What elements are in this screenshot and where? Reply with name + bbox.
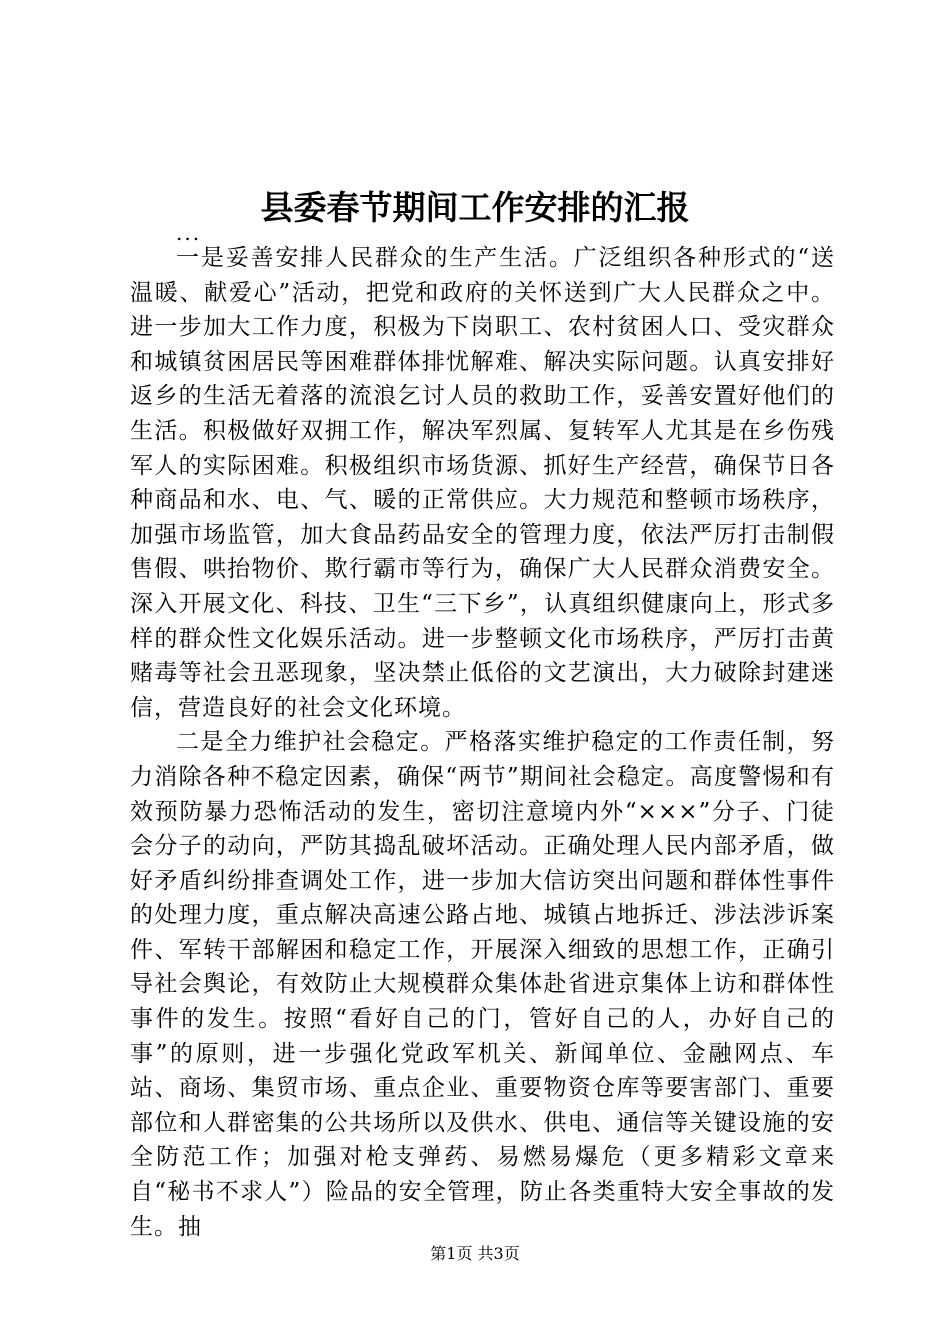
paragraph-2: 二是全力维护社会稳定。严格落实维护稳定的工作责任制，努力消除各种不稳定因素，确保“两节”期间社会稳定。高度警惕和有效预防暴力恐怖活动的发生，密切注意境内外“×××”分子、门徒会分子的动向，严防其捣乱破坏活动。正确处理人民内部矛盾，做好矛盾纠纷排查调处工作，进一步加大信访突出问题和群体性事件的处理力度，重点解决高速公路占地、城镇占地拆迁、涉法涉诉案件、军转干部解困和稳定工作，开展深入细致的思想工作，正确引导社会舆论，有效防止大规模群众集体赴省进京集体上访和群体性事件的发生。按照“看好自己的门，管好自己的人，办好自己的事”的原则，进一步强化党政军机关、新闻单位、金融网点、车站、商场、集贸市场、重点企业、重要物资仓库等要害部门、重要部位和人群密集的公共场所以及供水、供电、通信等关键设施的安全防范工作；加强对枪支弹药、易燃易爆危（更多精彩文章来自“秘书不求人”）险品的安全管理，防止各类重特大安全事故的发生。抽	[130, 729, 835, 1240]
document-title: 县委春节期间工作安排的汇报	[260, 188, 690, 227]
document-body	[130, 241, 835, 1244]
ellipsis-marker: ...	[176, 221, 202, 245]
paragraph-1: 一是妥善安排人民群众的生产生活。广泛组织各种形式的“送温暖、献爱心”活动，把党和政府的关怀送到广大人民群众之中。进一步加大工作力度，积极为下岗职工、农村贫困人口、受灾群众和城镇贫困居民等困难群体排忧解难、解决实际问题。认真安排好返乡的生活无着落的流浪乞讨人员的救助工作，妥善安置好他们的生活。积极做好双拥工作，解决军烈属、复转军人尤其是在乡伤残军人的实际困难。积极组织市场货源、抓好生产经营，确保节日各种商品和水、电、气、暖的正常供应。大力规范和整顿市场秩序，加强市场监管，加大食品药品安全的管理力度，依法严厉打击制假售假、哄抬物价、欺行霸市等行为，确保广大人民群众消费安全。深入开展文化、科技、卫生“三下乡”，认真组织健康向上，形式多样的群众性文化娱乐活动。进一步整顿文化市场秩序，严厉打击黄赌毒等社会丑恶现象，坚决禁止低俗的文艺演出，大力破除封建迷信，营造良好的社会文化环境。	[130, 245, 835, 721]
page-number-footer: 第1页 共3页	[430, 1244, 520, 1263]
